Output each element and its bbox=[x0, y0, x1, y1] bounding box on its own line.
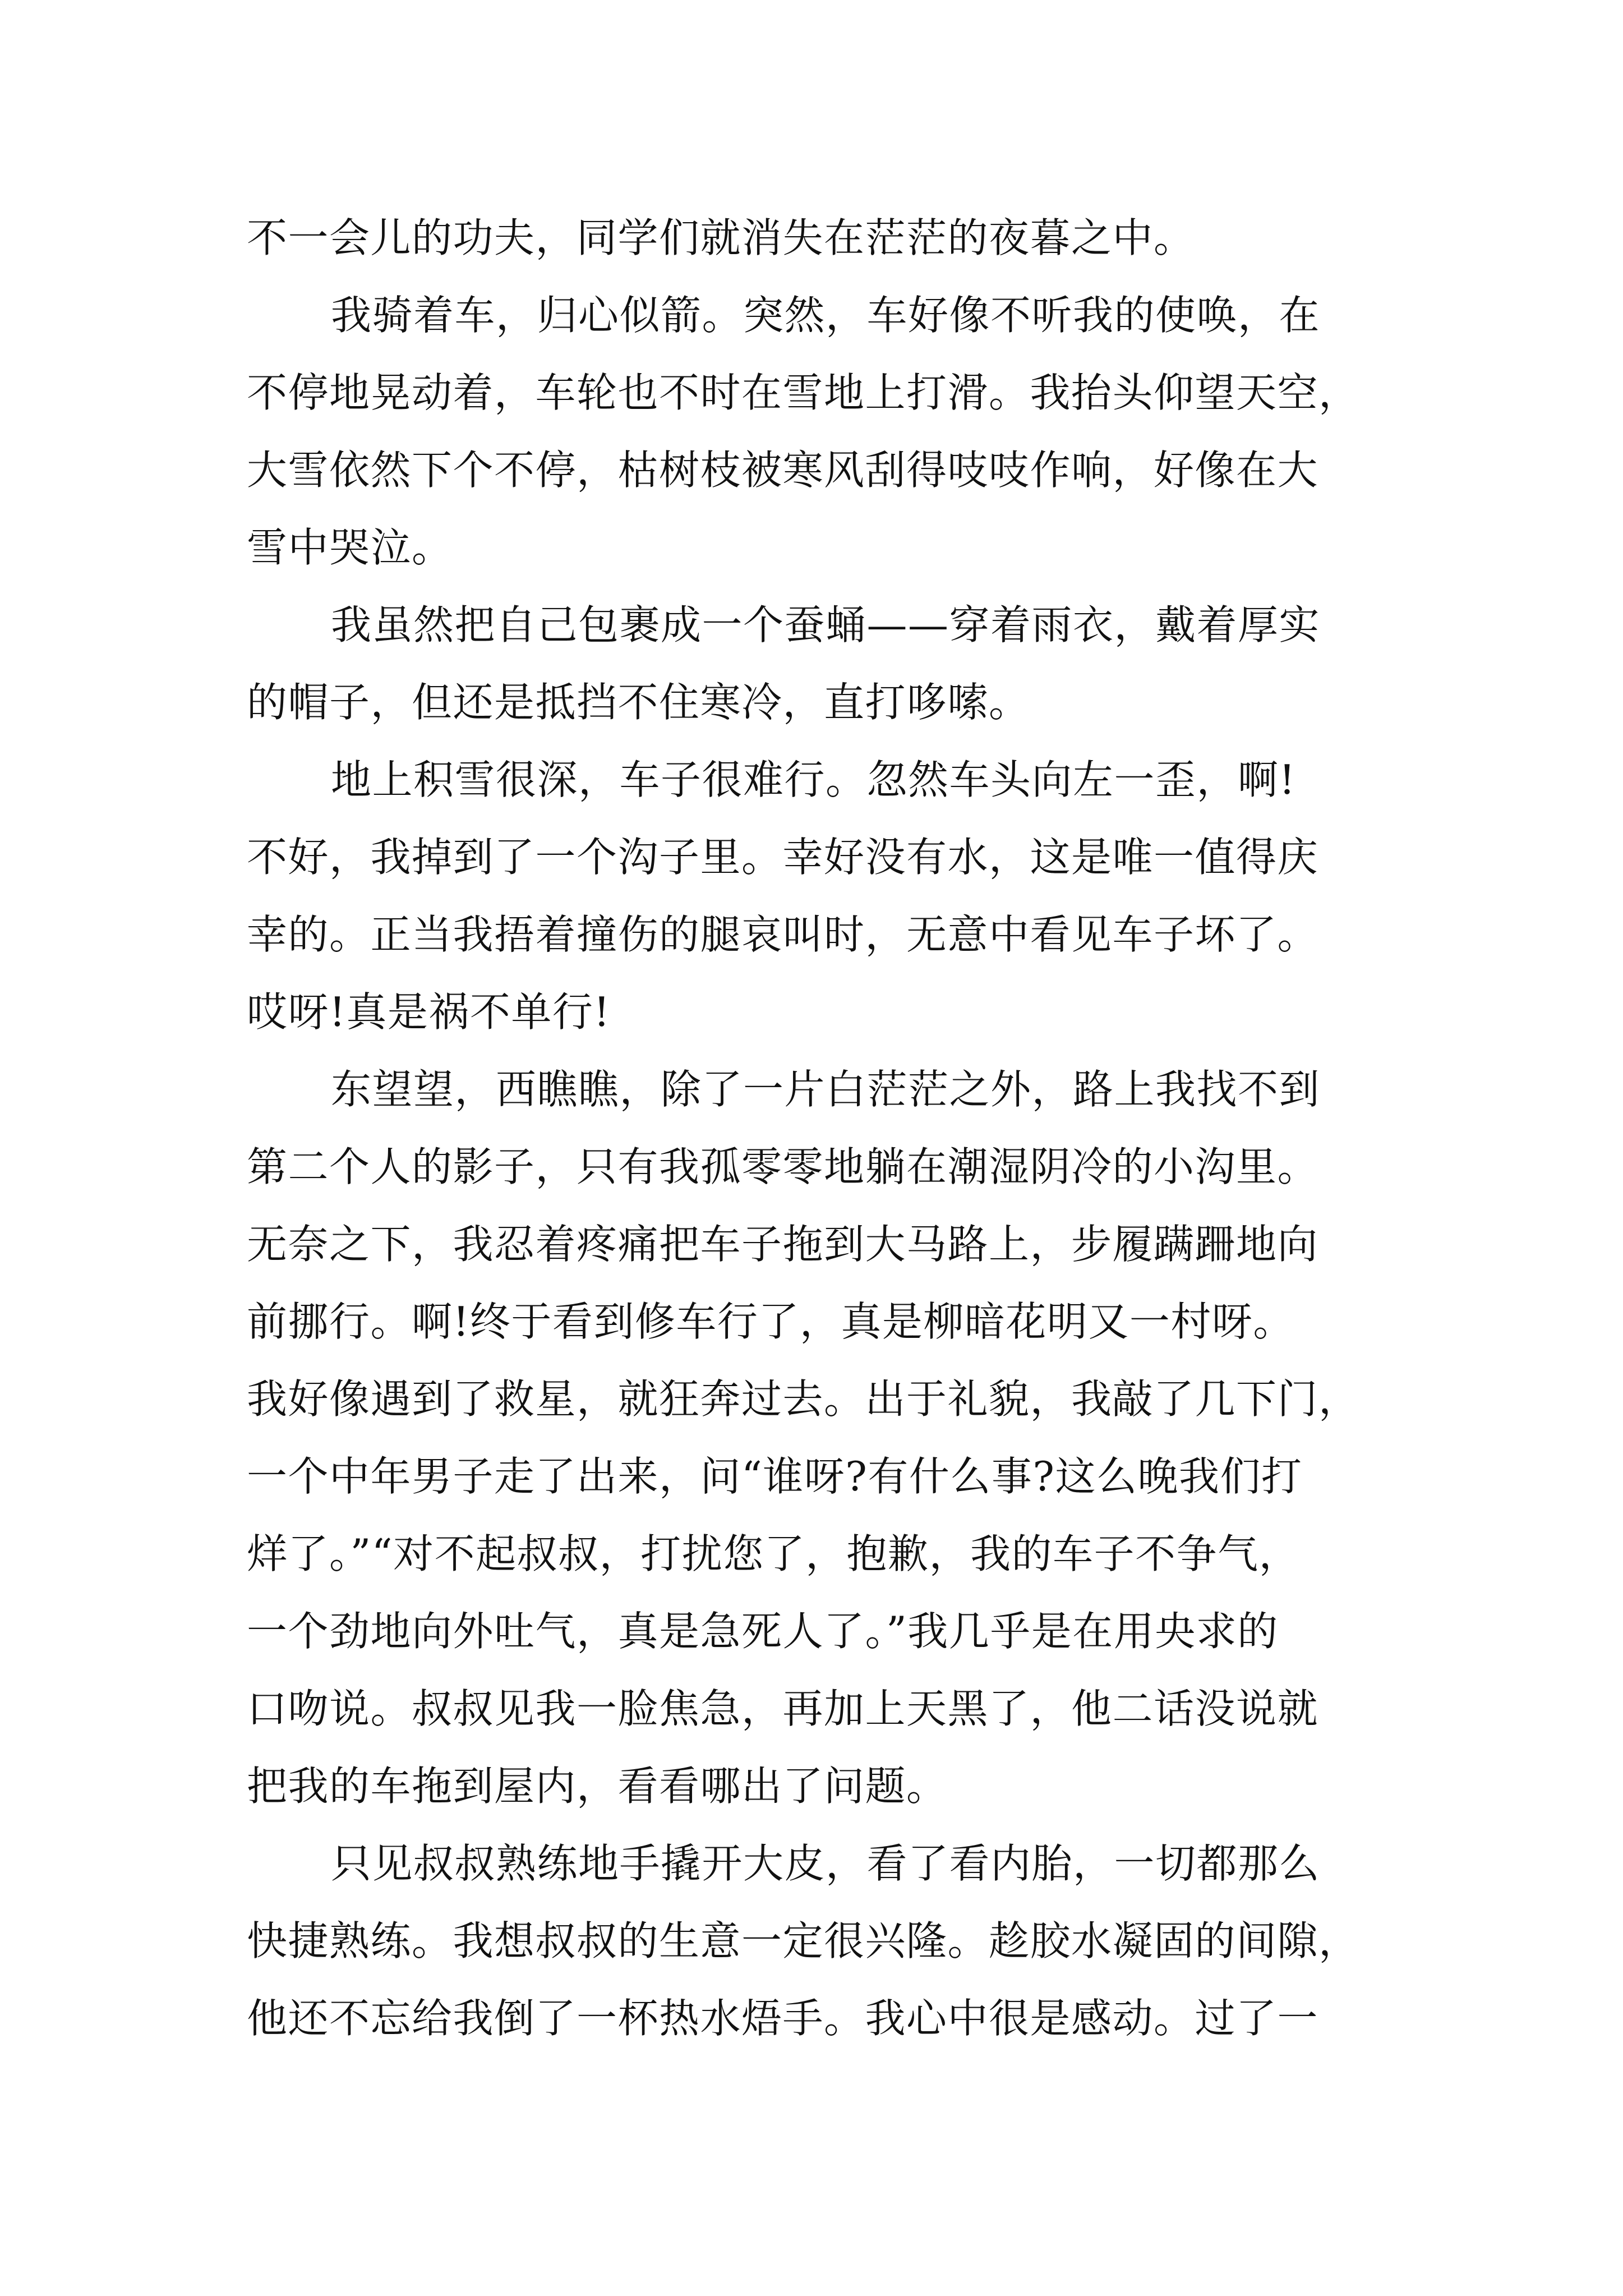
text-line: 我骑着车，归心似箭。突然，车好像不听我的使唤，在 bbox=[331, 292, 1321, 339]
text-line: 只见叔叔熟练地手撬开大皮，看了看内胎，一切都那么 bbox=[331, 1840, 1321, 1887]
text-line: 把我的车拖到屋内，看看哪出了问题。 bbox=[247, 1763, 948, 1810]
text-line: 雪中哭泣。 bbox=[247, 524, 453, 571]
text-line: 的帽子，但还是抵挡不住寒冷，直打哆嗦。 bbox=[247, 679, 1030, 726]
text-line: 他还不忘给我倒了一杯热水焐手。我心中很是感动。过了一 bbox=[247, 1995, 1319, 2042]
text-line: 哎呀!真是祸不单行! bbox=[247, 988, 611, 1036]
text-line: 我好像遇到了救星，就狂奔过去。出于礼貌，我敲了几下门， bbox=[247, 1375, 1360, 1423]
text-line: 一个中年男子走了出来，问“谁呀?有什么事?这么晚我们打 bbox=[247, 1453, 1303, 1500]
text-line: 不停地晃动着，车轮也不时在雪地上打滑。我抬头仰望天空， bbox=[247, 369, 1360, 416]
text-line: 大雪依然下个不停，枯树枝被寒风刮得吱吱作响，好像在大 bbox=[247, 447, 1319, 494]
text-line: 快捷熟练。我想叔叔的生意一定很兴隆。趁胶水凝固的间隙， bbox=[247, 1917, 1360, 1964]
text-line: 无奈之下，我忍着疼痛把车子拖到大马路上，步履蹒跚地向 bbox=[247, 1221, 1319, 1268]
text-line: 我虽然把自己包裹成一个蚕蛹——穿着雨衣，戴着厚实 bbox=[331, 601, 1321, 648]
text-line: 前挪行。啊!终于看到修车行了，真是柳暗花明又一村呀。 bbox=[247, 1298, 1294, 1345]
text-line: 烊了。”“对不起叔叔，打扰您了，抱歉，我的车子不争气， bbox=[247, 1530, 1301, 1577]
text-line: 不好，我掉到了一个沟子里。幸好没有水，这是唯一值得庆 bbox=[247, 834, 1319, 881]
text-line: 幸的。正当我捂着撞伤的腿哀叫时，无意中看见车子坏了。 bbox=[247, 911, 1319, 958]
essay-body bbox=[247, 199, 1385, 2057]
text-line: 不一会儿的功夫，同学们就消失在茫茫的夜暮之中。 bbox=[247, 214, 1195, 261]
text-line: 口吻说。叔叔见我一脸焦急，再加上天黑了，他二话没说就 bbox=[247, 1685, 1319, 1732]
text-line: 东望望，西瞧瞧，除了一片白茫茫之外，路上我找不到 bbox=[331, 1066, 1321, 1113]
text-line: 地上积雪很深，车子很难行。忽然车头向左一歪，啊! bbox=[331, 756, 1296, 803]
text-line: 一个劲地向外吐气，真是急死人了。”我几乎是在用央求的 bbox=[247, 1608, 1279, 1655]
text-line: 第二个人的影子，只有我孤零零地躺在潮湿阴冷的小沟里。 bbox=[247, 1143, 1319, 1190]
